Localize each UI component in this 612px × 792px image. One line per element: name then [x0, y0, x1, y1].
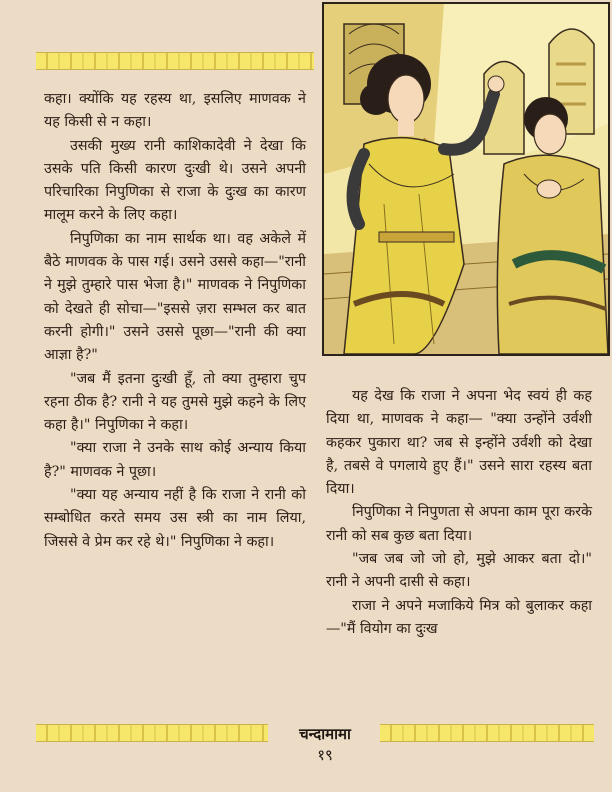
decorative-border-bottom-left	[36, 724, 268, 742]
paragraph: निपुणिका ने निपुणता से अपना काम पूरा करके रानी को सब कुछ बता दिया।	[326, 504, 592, 544]
page-number: १९	[317, 746, 333, 764]
decorative-border-bottom-right	[380, 724, 594, 742]
paragraph: "जब मैं इतना दुःखी हूँ, तो क्या तुम्हारा चुप रहना ठीक है? रानी ने यह तुमसे मुझे कहने के लिए कहा है।" निपुणिका ने कहा।	[44, 370, 306, 434]
right-text-column	[326, 385, 592, 641]
decorative-border-top	[36, 52, 314, 70]
paragraph: "क्या राजा ने उनके साथ कोई अन्याय किया है?" माणवक ने पूछा।	[44, 440, 306, 480]
paragraph: राजा ने अपने मजाकिये मित्र को बुलाकर कहा—"मैं वियोग का दुःख	[326, 597, 592, 637]
paragraph: "जब जब जो जो हो, मुझे आकर बता दो।" रानी ने अपनी दासी से कहा।	[326, 551, 592, 591]
paragraph: निपुणिका का नाम सार्थक था। वह अकेले में बैठे माणवक के पास गई। उसने उससे कहा—"रानी ने मुझे तुम्हारे पास भेजा है।" माणवक ने निपुणिका को देखते ही सोचा—"इससे ज़रा सम्भल कर बात करनी होगी।" उसने उससे पूछा—"रानी की क्या आज्ञा है?"	[44, 230, 306, 364]
paragraph: उसकी मुख्य रानी काशिकादेवी ने देखा कि उसके पति किसी कारण दुःखी थे। उसने अपनी परिचारिका निपुणिका से राजा के दुःख का कारण मालूम करने के लिए कहा।	[44, 137, 306, 224]
queen-and-maid-illustration	[324, 4, 608, 354]
paragraph: "क्या यह अन्याय नहीं है कि राजा ने रानी को सम्बोधित करते समय उस स्त्री का नाम लिया, जिससे वे प्रेम कर रहे थे।" निपुणिका ने कहा।	[44, 487, 306, 550]
magazine-title: चन्दामामा	[299, 725, 351, 743]
left-text-column	[44, 88, 306, 554]
paragraph: यह देख कि राजा ने अपना भेद स्वयं ही कह दिया था, माणवक ने कहा— "क्या उन्होंने उर्वशी कहकर पुकारा था? जब से इन्होंने उर्वशी को देखा है, तबसे वे पगलाये हुए हैं।" उसने सारा रहस्य बता दिया।	[326, 388, 592, 498]
story-illustration	[322, 2, 610, 356]
paragraph: कहा। क्योंकि यह रहस्य था, इसलिए माणवक ने यह किसी से न कहा।	[44, 91, 306, 131]
